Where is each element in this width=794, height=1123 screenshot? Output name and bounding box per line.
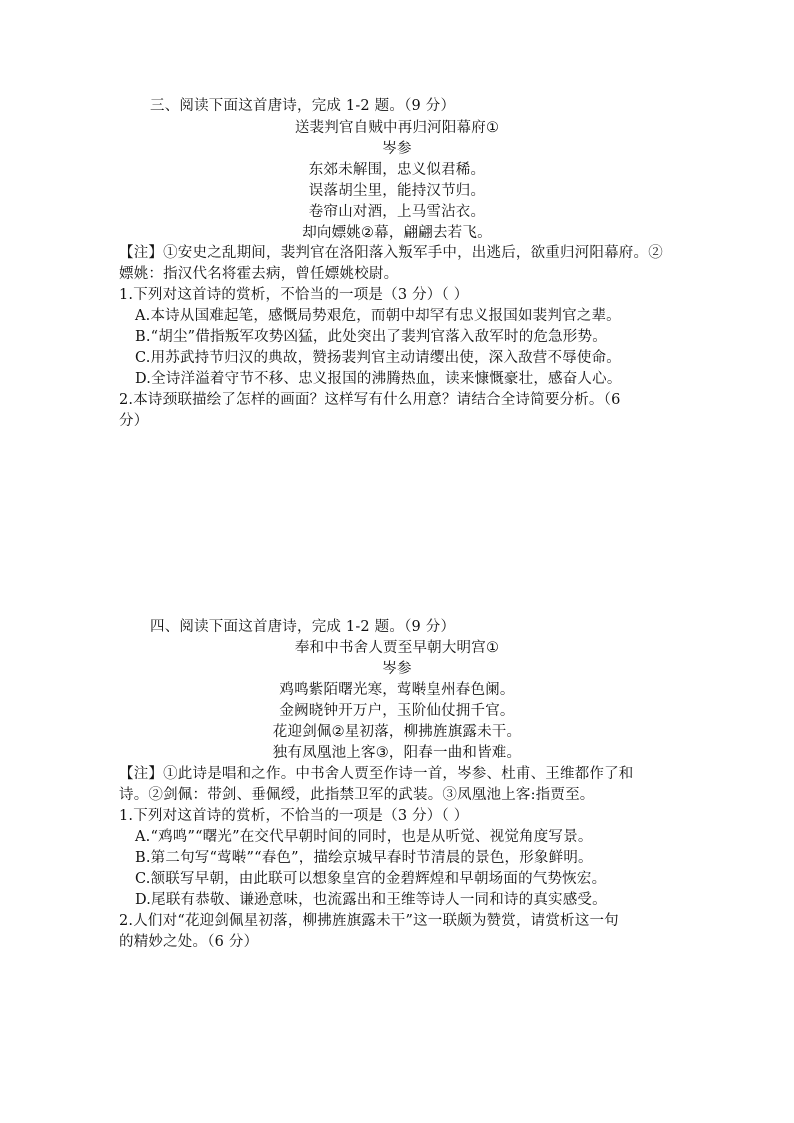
section3-q1-stem: 1.下列对这首诗的赏析，不恰当的一项是（3 分）（ ） xyxy=(119,287,469,303)
section4-q1-option-a: A.“鸡鸣”“曙光”在交代早朝时间的同时，也是从听觉、视觉角度写景。 xyxy=(135,829,593,845)
section4-author: 岑参 xyxy=(382,661,412,677)
section4-q1-option-b: B.第二句写“莺啭”“春色”，描绘京城早春时节清晨的景色，形象鲜明。 xyxy=(135,850,593,866)
section3-poem-title: 送裴判官自贼中再归河阳幕府① xyxy=(294,120,500,136)
section3-poem-line: 卷帘山对酒，上马雪沾衣。 xyxy=(308,204,486,220)
section3-heading: 三、阅读下面这首唐诗，完成 1-2 题。（9 分） xyxy=(150,98,456,114)
section3-note: 【注】①安史之乱期间，裴判官在洛阳落入叛军手中，出逃后，欲重归河阳幕府。② xyxy=(119,245,663,261)
section4-poem-line: 独有凤凰池上客③，阳春一曲和皆难。 xyxy=(272,745,522,761)
section4-poem-line: 花迎剑佩②星初落，柳拂旌旗露未干。 xyxy=(272,724,522,740)
section3-poem-line: 却向嫖姚②幕，翩翩去若飞。 xyxy=(302,225,492,241)
section3-q2: 分） xyxy=(119,413,149,429)
section3-q1-option-c: C.用苏武持节归汉的典故，赞扬裴判官主动请缨出使，深入敌营不辱使命。 xyxy=(135,350,621,366)
section4-poem-line: 鸡鸣紫陌曙光寒，莺啭皇州春色阑。 xyxy=(279,682,515,698)
section4-q1-stem: 1.下列对这首诗的赏析，不恰当的一项是（3 分）（ ） xyxy=(119,808,469,824)
section3-q2: 2.本诗颈联描绘了怎样的画面？这样写有什么用意？请结合全诗简要分析。（6 xyxy=(119,392,621,408)
section4-note: 【注】①此诗是唱和之作。中书舍人贾至作诗一首，岑参、杜甫、王维都作了和 xyxy=(119,766,634,782)
section3-author: 岑参 xyxy=(382,141,412,157)
section3-q1-option-a: A.本诗从国难起笔，感慨局势艰危，而朝中却罕有忠义报国如裴判官之辈。 xyxy=(135,308,621,324)
section3-q1-option-d: D.全诗洋溢着守节不移、忠义报国的沸腾热血，读来慷慨豪壮，感奋人心。 xyxy=(135,371,622,387)
section4-q2: 2.人们对“花迎剑佩星初落，柳拂旌旗露未干”这一联颇为赞赏，请赏析这一句 xyxy=(119,913,619,929)
section4-q1-option-d: D.尾联有恭敬、谦逊意味，也流露出和王维等诗人一同和诗的真实感受。 xyxy=(135,892,607,908)
section3-q1-option-b: B.“胡尘”借指叛军攻势凶猛，此处突出了裴判官落入敌军时的危急形势。 xyxy=(135,329,607,345)
section4-q1-option-c: C.颔联写早朝，由此联可以想象皇宫的金碧辉煌和早朝场面的气势恢宏。 xyxy=(135,871,607,887)
section3-note: 嫖姚：指汉代名将霍去病，曾任嫖姚校尉。 xyxy=(119,266,399,282)
section4-heading: 四、阅读下面这首唐诗，完成 1-2 题。（9 分） xyxy=(150,619,456,635)
section4-note: 诗。②剑佩：带剑、垂佩绶，此指禁卫军的武装。③凤凰池上客:指贾至。 xyxy=(119,787,595,803)
section4-poem-title: 奉和中书舍人贾至早朝大明宫① xyxy=(294,640,500,656)
section3-poem-line: 东郊未解围，忠义似君稀。 xyxy=(308,162,486,178)
section4-q2: 的精妙之处。（6 分） xyxy=(119,934,259,950)
section3-poem-line: 误落胡尘里，能持汉节归。 xyxy=(308,183,486,199)
section4-poem-line: 金阙晓钟开万户，玉阶仙仗拥千官。 xyxy=(279,703,515,719)
